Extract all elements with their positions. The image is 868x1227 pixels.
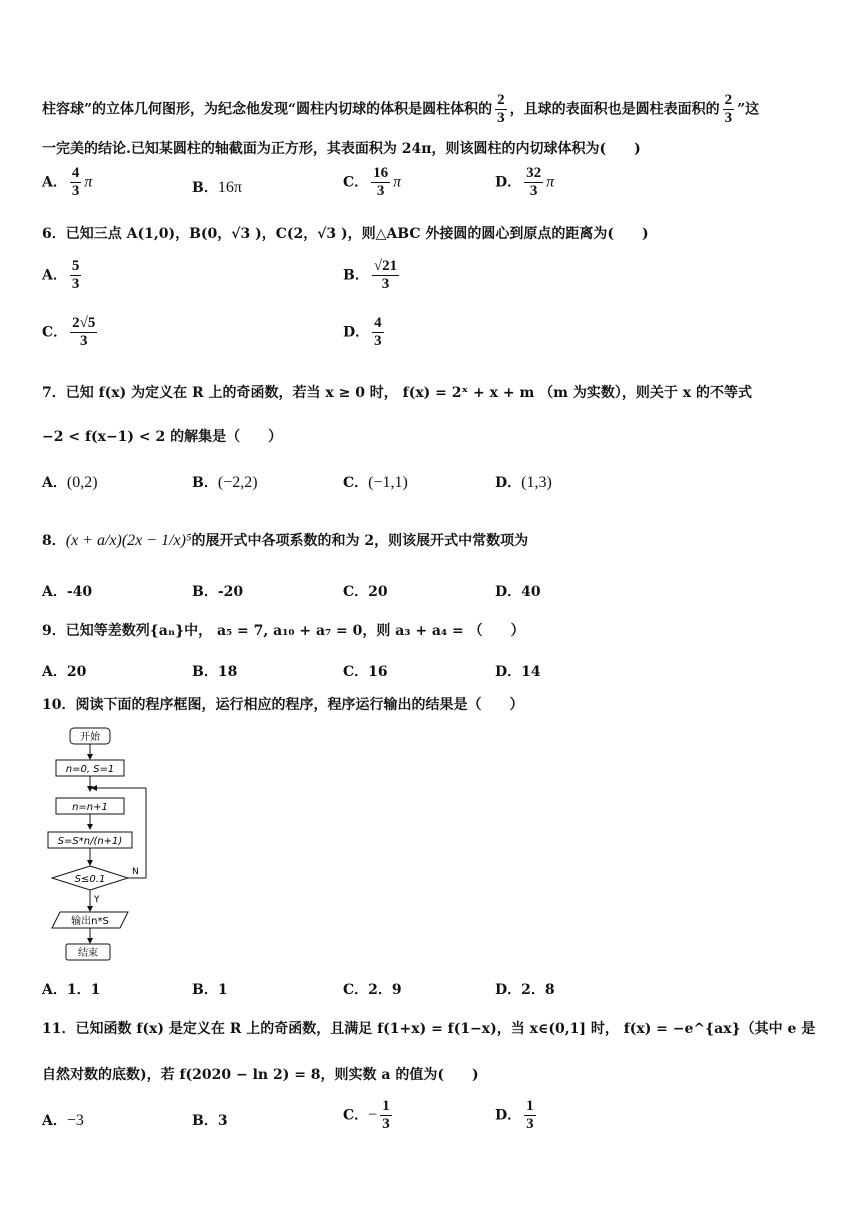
q6-option-c[interactable]: C． $\frac{2√5}{3}$ — [42, 315, 96, 349]
q10-stem: 10．阅读下面的程序框图，运行相应的程序，程序运行输出的结果是（ ） — [42, 697, 524, 713]
q9-option-a[interactable]: A．20 — [42, 664, 87, 680]
q5-text-c: ”这 — [737, 101, 760, 118]
q11-option-b[interactable]: B．3 — [192, 1113, 228, 1129]
q7-line2: −2 < f(x−1) < 2 的解集是（ ） — [42, 429, 283, 445]
q7-option-b[interactable]: B．(−2,2) — [192, 474, 258, 491]
q5-fraction-1: $\frac{2}{3}$ — [497, 92, 505, 126]
q6-option-b[interactable]: B． $\frac{√21}{3}$ — [343, 258, 398, 292]
flow-init-label: n=0, S=1 — [65, 764, 115, 775]
q8-line — [42, 530, 528, 550]
q10-option-a[interactable]: A．1．1 — [42, 982, 101, 998]
q7-line1: 7．已知 f(x) 为定义在 R 上的奇函数，若当 x ≥ 0 时， f(x) = 2ˣ + x + m （m 为实数），则关于 x 的不等式 — [42, 385, 752, 401]
flow-start-label: 开始 — [80, 732, 100, 743]
q9-option-b[interactable]: B．18 — [192, 664, 238, 680]
q5-fraction-2: $\frac{2}{3}$ — [724, 92, 733, 126]
q11-option-d[interactable]: D． $\frac{1}{3}$ — [495, 1098, 534, 1132]
q5-option-a[interactable]: A． $\frac{4}{3}$ π — [42, 165, 93, 199]
q5-line2: 一完美的结论.已知某圆柱的轴截面为正方形，其表面积为 24π，则该圆柱的内切球体积为( ) — [42, 141, 641, 157]
q8-stem: 的展开式中各项系数的和为 2，则该展开式中常数项为 — [191, 533, 529, 549]
q8-option-d[interactable]: D．40 — [495, 584, 541, 600]
q5-line1 — [42, 92, 759, 127]
q9-option-c[interactable]: C．16 — [343, 664, 388, 680]
q8-expression: (x + a/x)(2x − 1/x)⁵ — [65, 532, 192, 549]
q9-option-d[interactable]: D．14 — [495, 664, 541, 680]
q11-option-c[interactable]: C．− $\frac{1}{3}$ — [343, 1098, 390, 1132]
q5-text-b: ，且球的表面积也是圆柱表面积的 — [509, 101, 720, 118]
q10-option-b[interactable]: B．1 — [192, 982, 228, 998]
q11-line2: 自然对数的底数)，若 f(2020 − ln 2) = 8，则实数 a 的值为( ) — [42, 1067, 479, 1083]
q8-option-c[interactable]: C．20 — [343, 584, 388, 600]
q5-option-c[interactable]: C． $\frac{16}{3}$ π — [343, 165, 402, 199]
q5-option-b[interactable]: B．16π — [192, 179, 242, 196]
flow-output-label: 输出n*S — [71, 916, 109, 927]
q6-stem: 6．已知三点 A(1,0)，B(0，√3 )，C(2，√3 )，则△ABC 外接圆的圆心到原点的距离为( ) — [42, 226, 649, 242]
flow-increment-label: n=n+1 — [72, 802, 108, 813]
q11-option-a[interactable]: A．−3 — [42, 1112, 84, 1129]
q10-option-d[interactable]: D．2．8 — [495, 982, 555, 998]
q8-option-a[interactable]: A．-40 — [42, 584, 93, 600]
flow-end-label: 结束 — [78, 948, 98, 959]
q7-option-a[interactable]: A．(0,2) — [42, 474, 98, 491]
flowchart — [40, 722, 160, 967]
q9-stem: 9．已知等差数列{aₙ}中， a₅ = 7, a₁₀ + a₇ = 0，则 a₃ + a₄ = （ ） — [42, 623, 525, 639]
q6-option-a[interactable]: A． $\frac{5}{3}$ — [42, 258, 80, 292]
q7-option-c[interactable]: C．(−1,1) — [343, 474, 408, 491]
flow-update-label: S=S*n/(n+1) — [57, 836, 123, 847]
flow-no-label: N — [132, 867, 139, 877]
flow-condition-label: S≤0.1 — [74, 874, 106, 885]
q5-text-a: 柱容球”的立体几何图形，为纪念他发现“圆柱内切球的体积是圆柱体积的 — [42, 101, 493, 118]
q8-number: 8． — [42, 533, 66, 549]
q6-option-d[interactable]: D． $\frac{4}{3}$ — [343, 315, 382, 349]
q8-option-b[interactable]: B．-20 — [192, 584, 244, 600]
q11-line1: 11．已知函数 f(x) 是定义在 R 上的奇函数，且满足 f(1+x) = f(1−x)，当 x∈(0,1] 时， f(x) = −e^{ax}（其中 e 是 — [42, 1021, 816, 1037]
q10-option-c[interactable]: C．2．9 — [343, 982, 402, 998]
q7-option-d[interactable]: D．(1,3) — [495, 474, 552, 491]
flow-yes-label: Y — [94, 895, 100, 905]
q5-option-d[interactable]: D． $\frac{32}{3}$ π — [495, 165, 555, 199]
